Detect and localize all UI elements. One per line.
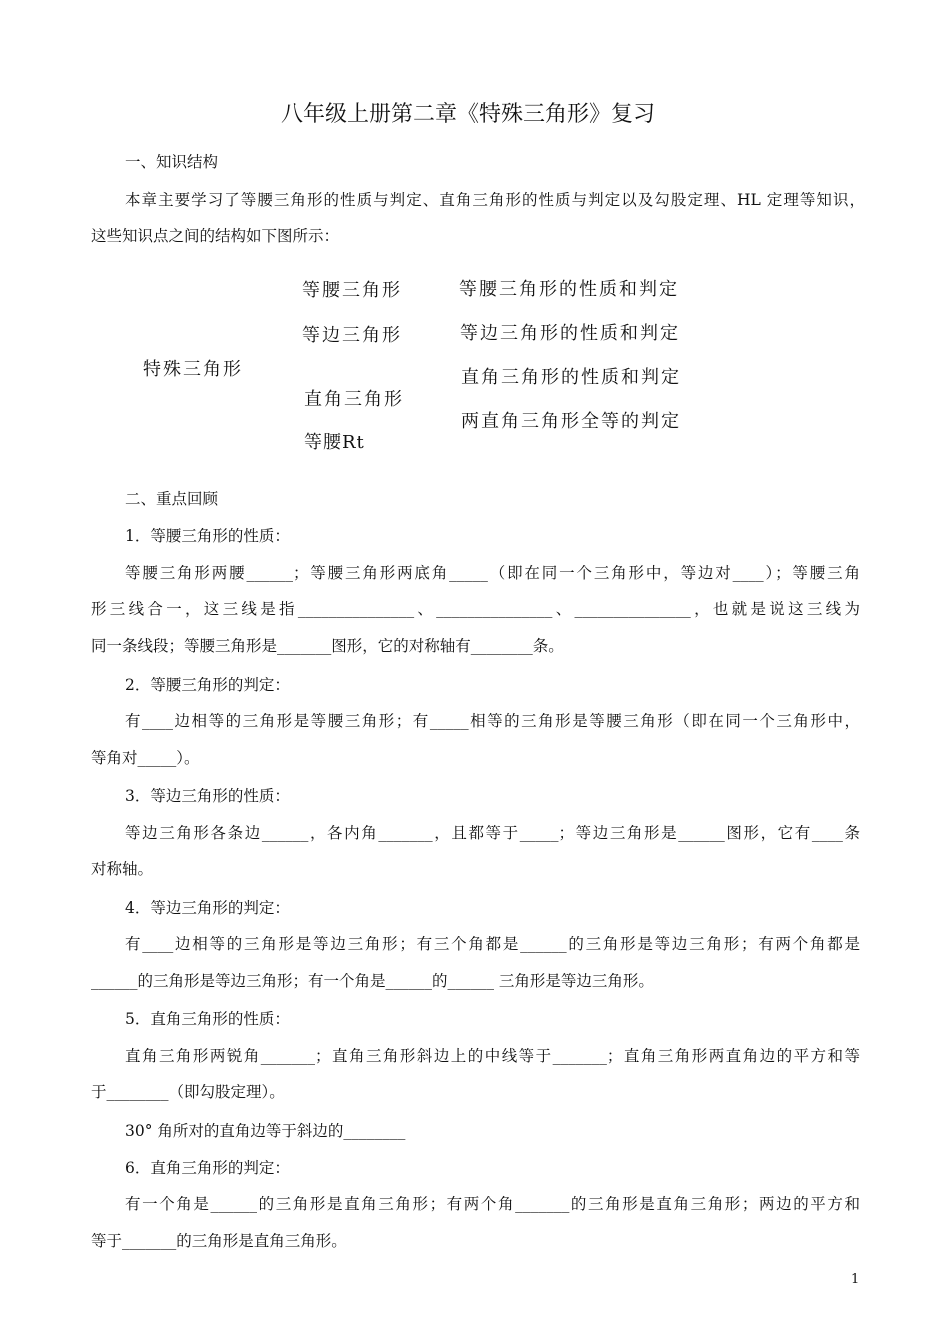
item-text: 于________（即勾股定理）。 [91, 1083, 285, 1101]
page-number: 1 [851, 1272, 860, 1287]
item-title: 6．直角三角形的判定： [125, 1159, 290, 1177]
item-text: 直角三角形两锐角_______；直角三角形斜边上的中线等于_______；直角三角形两直角边的平方和等 [125, 1047, 860, 1065]
item-text: 等于_______的三角形是直角三角形。 [91, 1232, 347, 1250]
item-text: 有____边相等的三角形是等边三角形；有三个角都是______的三角形是等边三角形；有两个角都是 [125, 935, 860, 953]
diagram-node: 直角三角形 [304, 389, 404, 410]
item-text: ______的三角形是等边三角形；有一个角是______的______ 三角形是等边三角形。 [91, 972, 654, 990]
item-text: 等角对_____）。 [91, 749, 200, 767]
section-heading: 一、知识结构 [125, 153, 219, 171]
item-title: 1．等腰三角形的性质： [125, 527, 290, 545]
item-text: 有____边相等的三角形是等腰三角形；有_____相等的三角形是等腰三角形（即在同一个三角形中， [125, 712, 860, 730]
diagram-leaf: 直角三角形的性质和判定 [461, 367, 681, 388]
diagram-leaf: 两直角三角形全等的判定 [461, 411, 681, 432]
item-text: 对称轴。 [91, 860, 154, 878]
item-text: 形三线合一，这三线是指_______________、_______________、_______________，也就是说这三线为 [91, 600, 860, 618]
item-title: 4．等边三角形的判定： [125, 899, 290, 917]
item-title: 3．等边三角形的性质： [125, 787, 290, 805]
item-text: 30° 角所对的直角边等于斜边的________ [125, 1122, 406, 1140]
diagram-node: 等边三角形 [302, 325, 402, 346]
diagram-leaf: 等边三角形的性质和判定 [460, 323, 680, 344]
section-heading: 二、重点回顾 [125, 490, 219, 508]
diagram-root: 特殊三角形 [143, 359, 243, 380]
item-title: 2．等腰三角形的判定： [125, 676, 290, 694]
intro-text: 本章主要学习了等腰三角形的性质与判定、直角三角形的性质与判定以及勾股定理、HL 定理等知识， [125, 191, 865, 209]
item-text: 等边三角形各条边______，各内角_______，且都等于_____；等边三角形是______图形，它有____条 [125, 824, 860, 842]
diagram-node: 等腰Rt [304, 432, 365, 453]
item-text: 同一条线段；等腰三角形是_______图形，它的对称轴有________条。 [91, 637, 564, 655]
item-text: 等腰三角形两腰______；等腰三角形两底角_____（即在同一个三角形中，等边对____）；等腰三角 [125, 564, 860, 582]
diagram-node: 等腰三角形 [302, 280, 402, 301]
diagram-leaf: 等腰三角形的性质和判定 [459, 279, 679, 300]
page-title: 八年级上册第二章《特殊三角形》复习 [281, 102, 656, 127]
item-title: 5．直角三角形的性质： [125, 1010, 290, 1028]
intro-text: 这些知识点之间的结构如下图所示： [91, 227, 340, 245]
item-text: 有一个角是______的三角形是直角三角形；有两个角_______的三角形是直角三角形；两边的平方和 [125, 1195, 860, 1213]
